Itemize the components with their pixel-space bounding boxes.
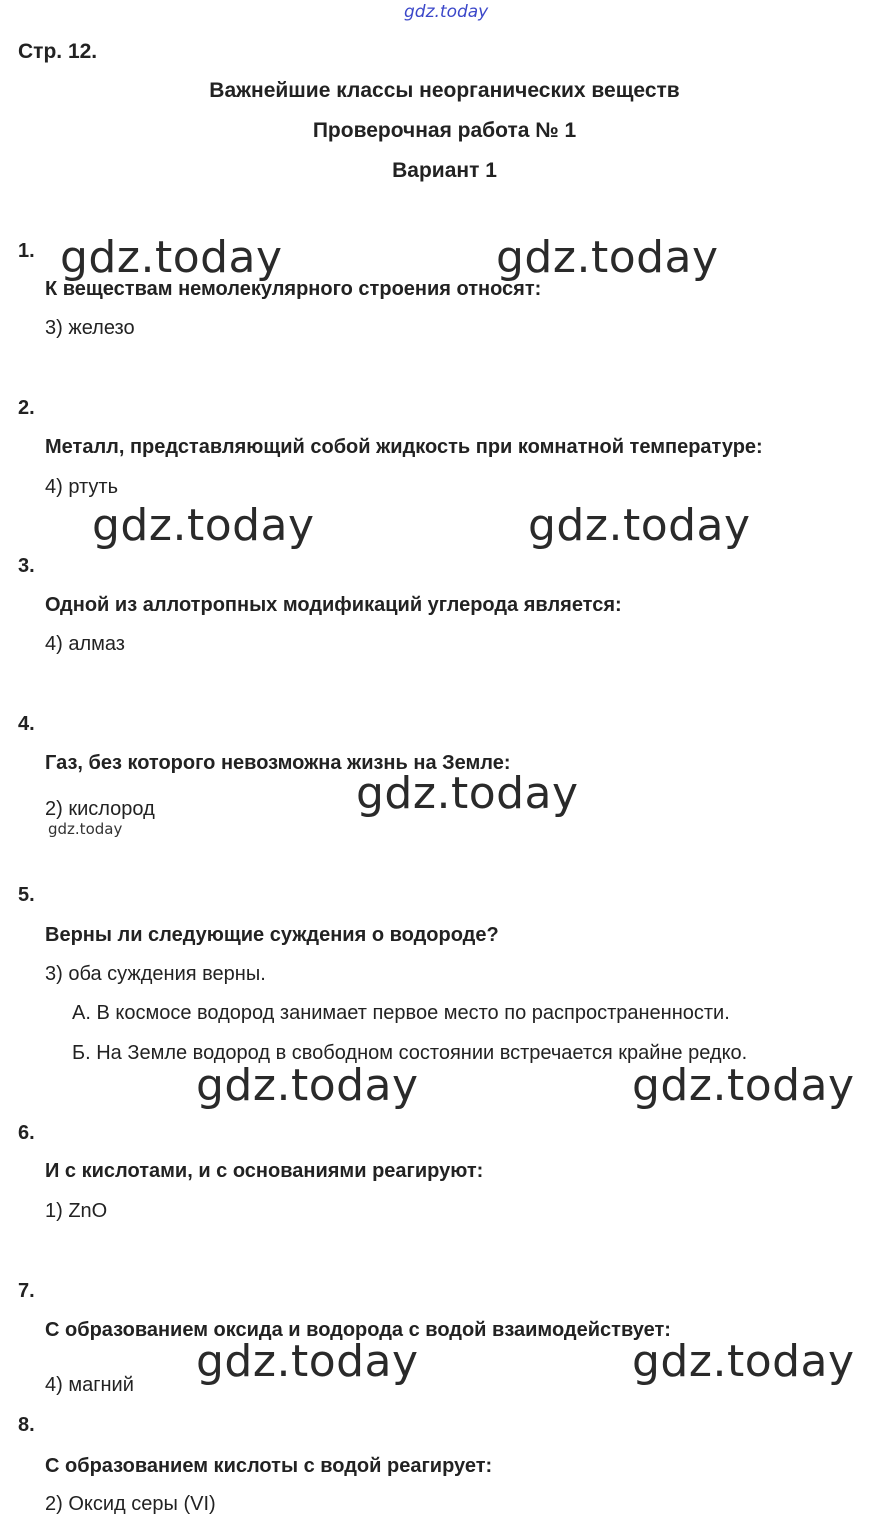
variant-label: Вариант 1	[392, 159, 497, 182]
statement-b: Б. На Земле водород в свободном состоянии встречается крайне редко.	[72, 1042, 748, 1064]
question-number: 3.	[18, 555, 35, 577]
question-number: 5.	[18, 884, 35, 906]
question-text: С образованием кислоты с водой реагирует:	[45, 1455, 493, 1477]
answer-text: 1) ZnO	[45, 1200, 108, 1222]
document-title: Важнейшие классы неорганических веществ	[209, 79, 680, 102]
answer-text: 3) железо	[45, 317, 135, 339]
question-text: К веществам немолекулярного строения относят:	[45, 278, 542, 300]
question-text: И с кислотами, и с основаниями реагируют:	[45, 1160, 484, 1182]
answer-text: 4) ртуть	[45, 476, 118, 498]
answer-text: 3) оба суждения верны.	[45, 963, 266, 985]
question-text: Верны ли следующие суждения о водороде?	[45, 924, 499, 946]
watermark: gdz.today	[196, 1336, 419, 1387]
question-number: 2.	[18, 397, 35, 419]
watermark: gdz.today	[92, 500, 315, 551]
answer-text: 4) алмаз	[45, 633, 125, 655]
watermark: gdz.today	[528, 500, 751, 551]
question-number: 8.	[18, 1414, 35, 1436]
statement-a: А. В космосе водород занимает первое место по распространенности.	[72, 1002, 730, 1024]
watermark: gdz.today	[496, 232, 719, 283]
answer-text: 4) магний	[45, 1374, 134, 1396]
question-text: Газ, без которого невозможна жизнь на Земле:	[45, 752, 511, 774]
question-text: Одной из аллотропных модификаций углерода является:	[45, 594, 622, 616]
page-reference: Стр. 12.	[18, 40, 98, 63]
watermark: gdz.today	[60, 232, 283, 283]
answer-text: 2) Оксид серы (VI)	[45, 1493, 216, 1515]
question-number: 7.	[18, 1280, 35, 1302]
question-text: С образованием оксида и водорода с водой взаимодействует:	[45, 1319, 671, 1341]
answer-text: 2) кислород	[45, 798, 155, 820]
question-number: 1.	[18, 240, 35, 262]
watermark-top: gdz.today	[404, 2, 489, 22]
watermark: gdz.today	[196, 1060, 419, 1111]
question-number: 4.	[18, 713, 35, 735]
watermark: gdz.today	[632, 1060, 855, 1111]
watermark: gdz.today	[632, 1336, 855, 1387]
watermark: gdz.today	[356, 768, 579, 819]
document-subtitle: Проверочная работа № 1	[312, 119, 577, 142]
question-number: 6.	[18, 1122, 35, 1144]
question-text: Металл, представляющий собой жидкость при комнатной температуре:	[45, 436, 763, 458]
watermark-small: gdz.today	[48, 820, 123, 838]
